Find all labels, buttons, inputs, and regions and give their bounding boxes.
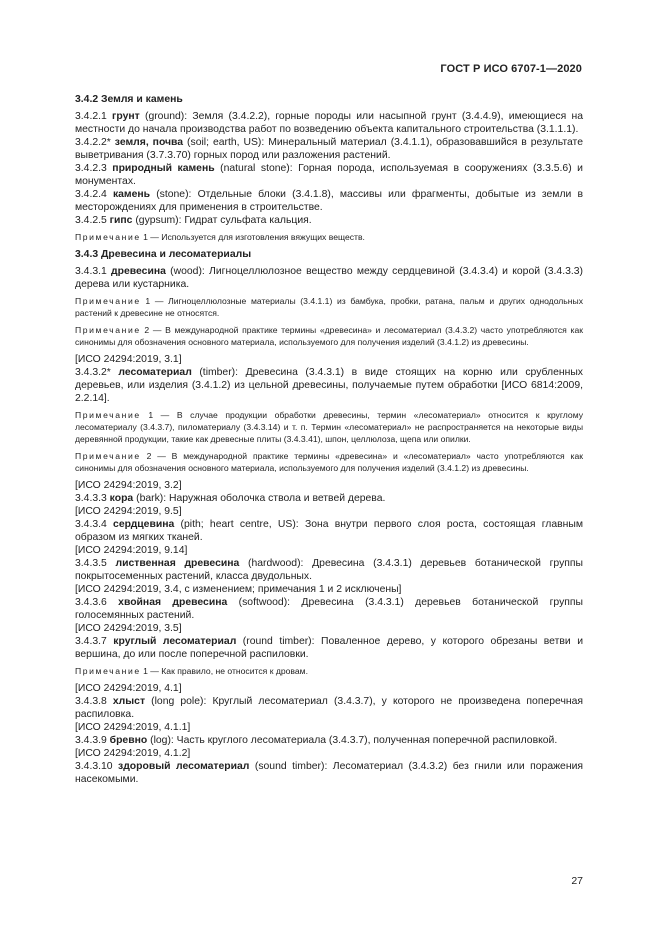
term-number: 3.4.2.5 [75,215,107,226]
standard-header: ГОСТ Р ИСО 6707-1—2020 [440,63,582,75]
term-entry [75,695,583,721]
term-number: 3.4.3.5 [75,558,107,569]
term-definition: (hardwood): Древесина (3.4.3.1) деревьев ботанической группы покрытосеменных растений, класса двудольных. [75,558,583,582]
term-number: 3.4.3.10 [75,761,113,772]
term-name: грунт [112,111,140,122]
term-definition: (bark): Наружная оболочка ствола и ветвей дерева. [133,493,386,504]
term-name: бревно [109,735,148,746]
term-entry [75,635,583,661]
term-name: гипс [109,215,133,226]
term-entry [75,162,583,188]
term-entry [75,557,583,583]
term-entry [75,136,583,162]
note [75,231,583,243]
source-citation: [ИСО 24294:2019, 3.5] [75,623,182,634]
term-number: 3.4.3.3 [75,493,107,504]
term-number: 3.4.2.3 [75,163,107,174]
term-name: лесоматериал [118,367,192,378]
note-text: 1 — Лигноцеллюлозные материалы (3.4.1.1) из бамбука, пробки, ратана, пальм и других однодольных растений к древесине не относятся. [75,296,583,318]
term-definition: (wood): Лигноцеллюлозное вещество между сердцевиной (3.4.3.4) и корой (3.4.3.3) дерева или кустарника. [75,266,583,290]
note [75,409,583,445]
section-heading: 3.4.2 Земля и камень [75,94,183,105]
term-number: 3.4.3.7 [75,636,107,647]
source-citation: [ИСО 24294:2019, 9.14] [75,545,188,556]
note [75,324,583,348]
term-name: земля, почва [114,137,184,148]
term-name: хвойная древесина [118,597,228,608]
term-definition: (ground): Земля (3.4.2.2), горные породы или насыпной грунт (3.4.4.9), имеющиеся на местности до начала производства работ по возведению объекта капитального строительства (3.1.1.1). [75,111,584,135]
term-definition: (sound timber): Лесоматериал (3.4.3.2) без гнили или поражения насекомыми. [75,761,584,785]
term-definition: (natural stone): Горная порода, используемая в сооружениях (3.3.5.6) и монументах. [75,163,583,187]
term-definition: (pith; heart centre, US): Зона внутри первого слоя роста, состоящая главным образом из мягких тканей. [75,519,583,543]
term-definition: (round timber): Поваленное дерево, у которого обрезаны ветви и вершина, до или после поперечной распиловки. [75,636,583,660]
source-citation: [ИСО 24294:2019, 4.1.1] [75,722,191,733]
note-label: Примечание [75,451,141,461]
note-label: Примечание [75,296,141,306]
term-name: круглый лесоматериал [113,636,237,647]
source-citation: [ИСО 24294:2019, 4.1.2] [75,748,191,759]
term-name: сердцевина [113,519,175,530]
term-number: 3.4.2.2* [75,137,111,148]
term-number: 3.4.3.1 [75,266,107,277]
section-heading: 3.4.3 Древесина и лесоматериалы [75,249,252,260]
source-citation: [ИСО 24294:2019, 3.4, с изменением; примечания 1 и 2 исключены] [75,584,402,595]
term-name: здоровый лесоматериал [118,761,250,772]
term-definition: (gypsum): Гидрат сульфата кальция. [132,215,312,226]
source-citation: [ИСО 24294:2019, 9.5] [75,506,182,517]
term-entry [75,492,583,505]
note-text: 1 — В случае продукции обработки древесины, термин «лесоматериал» относится к круглому лесоматериалу (3.4.3.7), пиломатериалу (3.4.3.14) и т. п. Термин «лесоматериал» не распространяется на некоторые виды деревянной продукции, такие как древесные плиты (3.4.3.41), шпон, целлюлоза, щепа или опилки. [75,410,583,444]
term-definition: (long pole): Круглый лесоматериал (3.4.3.7), у которого не произведена поперечная распиловка. [75,696,584,720]
term-entry [75,188,583,214]
note [75,665,583,677]
note-label: Примечание [75,666,141,676]
term-definition: (softwood): Древесина (3.4.3.1) деревьев ботанической группы голосемянных растений. [75,597,583,621]
term-name: камень [112,189,151,200]
term-entry [75,110,583,136]
term-definition: (log): Часть круглого лесоматериала (3.4.3.7), полученная поперечной распиловкой. [147,735,558,746]
term-number: 3.4.3.8 [75,696,107,707]
document-body [75,90,583,786]
note [75,295,583,319]
note-text: 2 — В международной практике термины «древесина» и «лесоматериал» часто употребляются как синонимы для обозначения основного материала, используемого для получения изделий (3.4.1.2) из древесины. [75,451,583,473]
term-number: 3.4.3.4 [75,519,107,530]
term-number: 3.4.3.2* [75,367,111,378]
term-entry [75,596,583,622]
term-name: хлыст [112,696,146,707]
note-label: Примечание [75,232,141,242]
source-citation: [ИСО 24294:2019, 4.1] [75,683,182,694]
note-label: Примечание [75,325,141,335]
term-number: 3.4.3.6 [75,597,107,608]
term-number: 3.4.3.9 [75,735,107,746]
term-entry [75,760,583,786]
term-entry [75,265,583,291]
page-number: 27 [571,875,583,887]
term-number: 3.4.2.1 [75,111,107,122]
note-label: Примечание [75,410,141,420]
term-entry [75,734,583,747]
term-name: природный камень [112,163,215,174]
term-definition: (stone): Отдельные блоки (3.4.1.8), массивы или фрагменты, добытые из земли в месторождениях для применения в строительстве. [75,189,583,213]
note [75,450,583,474]
term-name: кора [109,493,134,504]
note-text: 1 — Используется для изготовления вяжущих веществ. [140,232,365,242]
source-citation: [ИСО 24294:2019, 3.2] [75,480,182,491]
term-entry [75,214,583,227]
term-name: древесина [111,266,166,277]
source-citation: [ИСО 24294:2019, 3.1] [75,354,182,365]
term-entry [75,366,583,405]
term-definition: (soil; earth, US): Минеральный материал (3.4.1.1), образовавшийся в результате выветривания (3.7.3.70) горных пород или разложения растений. [75,137,583,161]
term-number: 3.4.2.4 [75,189,107,200]
term-name: лиственная древесина [115,558,240,569]
note-text: 2 — В международной практике термины «древесина» и лесоматериал (3.4.3.2) часто употребляются как синонимы для обозначения основного материала, используемого для получения изделий (3.4.1.2) из древесины. [75,325,583,347]
term-definition: (timber): Древесина (3.4.3.1) в виде стоящих на корню или срубленных деревьев, или изделия (3.4.1.2) из цельной древесины, получаемые путем обработки [ИСО 6814:2009, 2.2.14]. [75,367,584,404]
note-text: 1 — Как правило, не относится к дровам. [140,666,308,676]
term-entry [75,518,583,544]
